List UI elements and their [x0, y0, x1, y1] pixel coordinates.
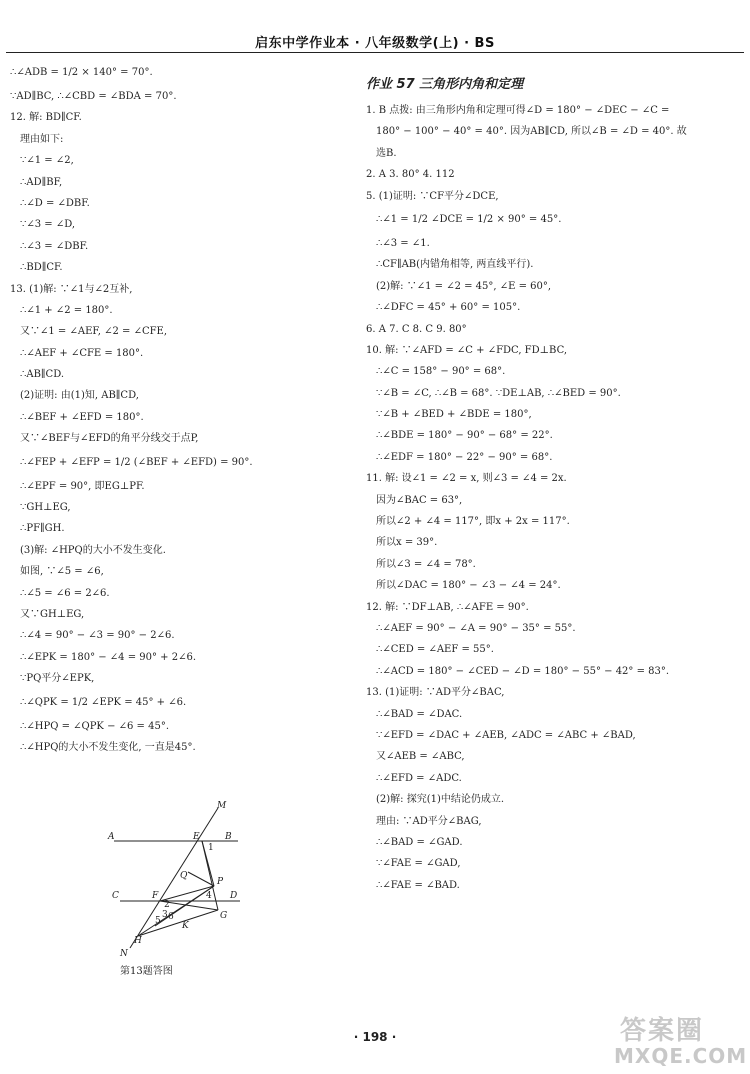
answer-line: ∴∠CED = ∠AEF = 55°. — [376, 644, 494, 656]
answer-line: ∵∠3 = ∠D, — [20, 219, 76, 231]
label-d: D — [230, 891, 238, 901]
segment-hg — [138, 910, 218, 936]
answer-line: ∴∠AEF = 90° − ∠A = 90° − 35° = 55°. — [376, 622, 576, 634]
answer-line: ∴AD∥BF, — [20, 176, 63, 188]
section-title: 作业 57 三角形内角和定理 — [366, 77, 524, 92]
answer-line: 又∵∠BEF与∠EFD的角平分线交于点P, — [20, 433, 199, 445]
answer-line: ∵AD∥BC, ∴∠CBD = ∠BDA = 70°. — [10, 91, 177, 102]
answer-line: ∴∠EFD = ∠ADC. — [376, 772, 462, 784]
label-1: 1 — [208, 843, 214, 853]
answer-line: ∴∠1 = 1/2 ∠DCE = 1/2 × 90° = 45°. — [376, 213, 562, 225]
answer-line: 又∠AEB = ∠ABC, — [376, 751, 465, 763]
geometry-figure — [100, 798, 250, 968]
answer-line: ∵∠EFD = ∠DAC + ∠AEB, ∠ADC = ∠ABC + ∠BAD, — [376, 729, 636, 741]
answer-line: 理由如下: — [20, 133, 64, 145]
answer-line: 理由: ∵AD平分∠BAG, — [376, 815, 482, 827]
answer-line: ∴∠FEP + ∠EFP = 1/2 (∠BEF + ∠EFD) = 90°. — [20, 456, 253, 468]
label-p: P — [217, 877, 224, 887]
answer-line: 5. (1)证明: ∵CF平分∠DCE, — [366, 190, 499, 202]
label-a: A — [108, 832, 115, 842]
page-header: 启东中学作业本 · 八年级数学(上) · BS — [255, 36, 495, 51]
answer-line: 选B. — [376, 147, 397, 159]
answer-line: ∵∠1 = ∠2, — [20, 155, 74, 167]
answer-line: 又∵∠1 = ∠AEF, ∠2 = ∠CFE, — [20, 326, 168, 338]
answer-line: ∴∠3 = ∠1. — [376, 237, 430, 249]
answer-line: (2)解: 探究(1)中结论仍成立. — [376, 794, 505, 806]
answer-line: (3)解: ∠HPQ的大小不发生变化. — [20, 544, 166, 556]
answer-line: ∵PQ平分∠EPK, — [20, 673, 95, 685]
answer-line: 所以∠3 = ∠4 = 78°. — [376, 558, 476, 570]
answer-line: ∴∠D = ∠DBF. — [20, 197, 90, 209]
answer-line: 180° − 100° − 40° = 40°. 因为AB∥CD, 所以∠B = ∠D = 40°. 故 — [376, 126, 687, 138]
answer-line: ∴∠1 + ∠2 = 180°. — [20, 304, 113, 316]
answer-line: ∴∠BAD = ∠GAD. — [376, 836, 463, 848]
watermark-cn: 答案圈 — [620, 1016, 705, 1046]
answer-line: ∴∠BAD = ∠DAC. — [376, 708, 463, 720]
answer-line: 11. 解: 设∠1 = ∠2 = x, 则∠3 = ∠4 = 2x. — [366, 473, 567, 485]
answer-line: ∴∠EPF = 90°, 即EG⊥PF. — [20, 480, 145, 492]
answer-line: (2)解: ∵∠1 = ∠2 = 45°, ∠E = 60°, — [376, 280, 552, 292]
answer-line: ∴∠HPQ的大小不发生变化, 一直是45°. — [20, 741, 196, 753]
answer-line: ∴∠DFC = 45° + 60° = 105°. — [376, 302, 521, 314]
watermark-en: MXQE.COM — [614, 1044, 748, 1068]
left-column — [10, 60, 355, 758]
answer-line: ∴∠HPQ = ∠QPK − ∠6 = 45°. — [20, 720, 170, 732]
answer-line: 13. (1)解: ∵∠1与∠2互补, — [10, 283, 133, 295]
answer-line: ∵∠B = ∠C, ∴∠B = 68°. ∵DE⊥AB, ∴∠BED = 90°. — [376, 387, 621, 399]
answer-line: ∵GH⊥EG, — [20, 502, 71, 514]
answer-line: ∵∠B + ∠BED + ∠BDE = 180°, — [376, 409, 532, 421]
answer-line: ∴∠ADB = 1/2 × 140° = 70°. — [10, 67, 153, 78]
answer-line: 13. (1)证明: ∵AD平分∠BAC, — [366, 687, 505, 699]
answer-line: ∴CF∥AB(内错角相等, 两直线平行). — [376, 259, 534, 271]
answer-line: ∴PF∥GH. — [20, 523, 65, 535]
header-rule — [6, 52, 744, 53]
answer-line: ∴∠QPK = 1/2 ∠EPK = 45° + ∠6. — [20, 696, 187, 708]
label-f: F — [152, 891, 159, 901]
answer-line: (2)证明: 由(1)知, AB∥CD, — [20, 390, 139, 402]
answer-line: ∴∠EDF = 180° − 22° − 90° = 68°. — [376, 451, 553, 463]
answer-line: 又∵GH⊥EG, — [20, 608, 85, 620]
label-4: 4 — [206, 891, 212, 901]
label-g: G — [220, 911, 228, 921]
answer-line: ∴∠BDE = 180° − 90° − 68° = 22°. — [376, 430, 553, 442]
answer-line: ∴∠3 = ∠DBF. — [20, 240, 89, 252]
answer-line: 所以∠DAC = 180° − ∠3 − ∠4 = 24°. — [376, 580, 561, 592]
label-5: 5 — [155, 916, 161, 926]
answer-line: ∵∠FAE = ∠GAD, — [376, 858, 461, 870]
answer-line: 10. 解: ∵∠AFD = ∠C + ∠FDC, FD⊥BC, — [366, 344, 568, 356]
answer-line: ∴∠AEF + ∠CFE = 180°. — [20, 347, 144, 359]
label-3: 3 — [162, 910, 168, 920]
answer-line: ∴∠EPK = 180° − ∠4 = 90° + 2∠6. — [20, 651, 197, 663]
answer-line: 1. B 点拨: 由三角形内角和定理可得∠D = 180° − ∠DEC − ∠C = — [366, 105, 670, 116]
answer-line: 12. 解: BD∥CF. — [10, 112, 82, 124]
label-k: K — [182, 921, 189, 931]
answer-line: ∴∠BEF + ∠EFD = 180°. — [20, 411, 144, 423]
label-q: Q — [180, 871, 188, 881]
label-m: M — [217, 801, 227, 811]
page-number: · 198 · — [353, 1030, 397, 1044]
label-c: C — [112, 891, 119, 901]
answer-line: ∴AB∥CD. — [20, 369, 65, 381]
answer-line: 所以∠2 + ∠4 = 117°, 即x + 2x = 117°. — [376, 516, 570, 528]
answer-line: 12. 解: ∵DF⊥AB, ∴∠AFE = 90°. — [366, 601, 529, 613]
label-e: E — [193, 832, 200, 842]
answer-line: ∴∠C = 158° − 90° = 68°. — [376, 366, 506, 378]
label-n: N — [120, 949, 128, 959]
answer-line: ∴∠FAE = ∠BAD. — [376, 879, 460, 891]
answer-line: ∴∠ACD = 180° − ∠CED − ∠D = 180° − 55° − 42° = 83°. — [376, 665, 670, 677]
label-b: B — [225, 832, 232, 842]
answer-line: ∴∠4 = 90° − ∠3 = 90° − 2∠6. — [20, 630, 175, 642]
label-2: 2 — [164, 900, 170, 910]
answer-line: ∴BD∥CF. — [20, 262, 63, 274]
answer-line: 因为∠BAC = 63°, — [376, 494, 463, 506]
label-h: H — [134, 936, 142, 946]
answer-line: 所以x = 39°. — [376, 537, 438, 549]
answer-line: 6. A 7. C 8. C 9. 80° — [366, 323, 467, 335]
answer-line: ∴∠5 = ∠6 = 2∠6. — [20, 587, 110, 599]
figure-caption: 第13题答图 — [120, 966, 173, 977]
line-mn — [130, 808, 218, 948]
answer-line: 如图, ∵∠5 = ∠6, — [20, 566, 104, 578]
watermark-logo — [612, 1010, 748, 1070]
right-column — [366, 60, 746, 896]
label-6: 6 — [168, 912, 174, 922]
answer-line: 2. A 3. 80° 4. 112 — [366, 169, 455, 181]
